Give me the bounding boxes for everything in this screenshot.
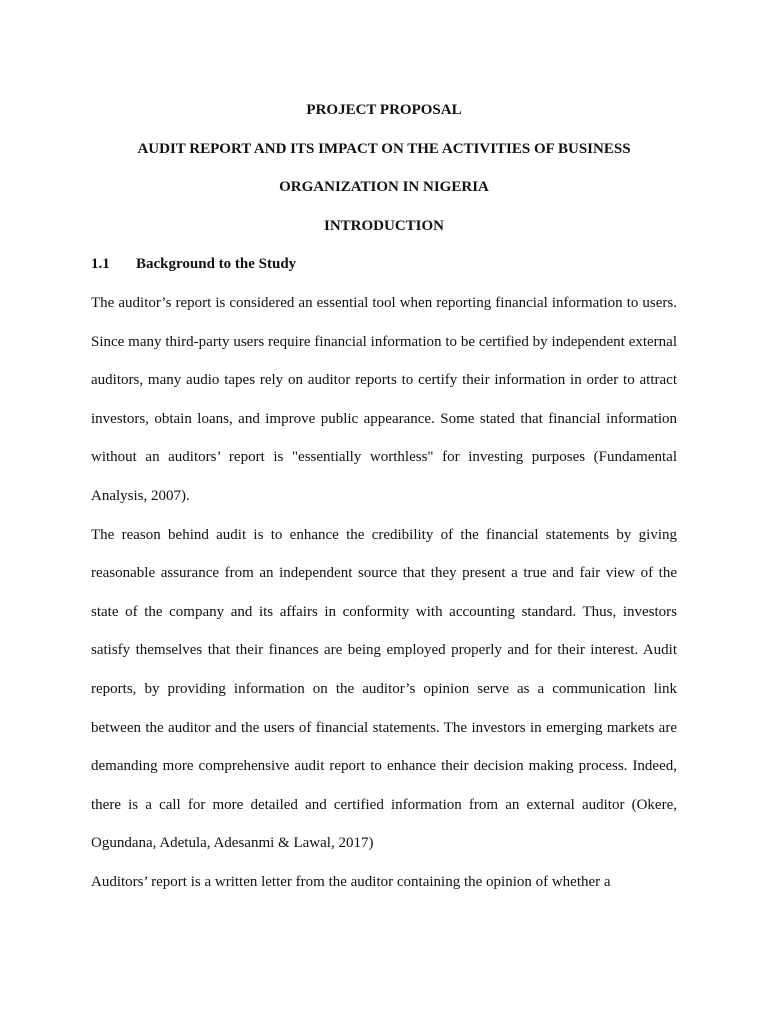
section-heading bbox=[91, 245, 677, 284]
paragraph-3: Auditors’ report is a written letter from the auditor containing the opinion of whether a bbox=[91, 873, 611, 890]
section-number: 1.1 bbox=[91, 256, 110, 273]
title-line-2: ORGANIZATION IN NIGERIA bbox=[279, 179, 489, 196]
document-body bbox=[91, 91, 677, 901]
title-line-1: AUDIT REPORT AND ITS IMPACT ON THE ACTIVITIES OF BUSINESS bbox=[137, 140, 631, 157]
proposal-label: PROJECT PROPOSAL bbox=[306, 102, 462, 118]
introduction-heading: INTRODUCTION bbox=[323, 217, 444, 234]
paragraph-2: The reason behind audit is to enhance the credibility of the financial statements by giving reasonable assurance from an independent source that they present a true and fair view of the state of the company and its affairs in conformity with accounting standard. Thus, investors satisfy themselves that their finances are being employed properly and for their interest. Audit reports, by providing information on the auditor’s opinion serve as a communication link between the auditor and the users of financial statements. The investors in emerging markets are demanding more comprehensive audit report to enhance their decision making process. Indeed, there is a call for more detailed and certified information from an external auditor (Okere, Ogundana, Adetula, Adesanmi & Lawal, 2017) bbox=[91, 526, 677, 852]
paragraph-1: The auditor’s report is considered an essential tool when reporting financial information to users. Since many third-party users require financial information to be certified by independent external auditors, many audio tapes rely on auditor reports to certify their information in order to attract investors, obtain loans, and improve public appearance. Some stated that financial information without an auditors’ report is "essentially worthless" for investing purposes (Fundamental Analysis, 2007). bbox=[91, 294, 677, 504]
section-title: Background to the Study bbox=[136, 256, 297, 273]
